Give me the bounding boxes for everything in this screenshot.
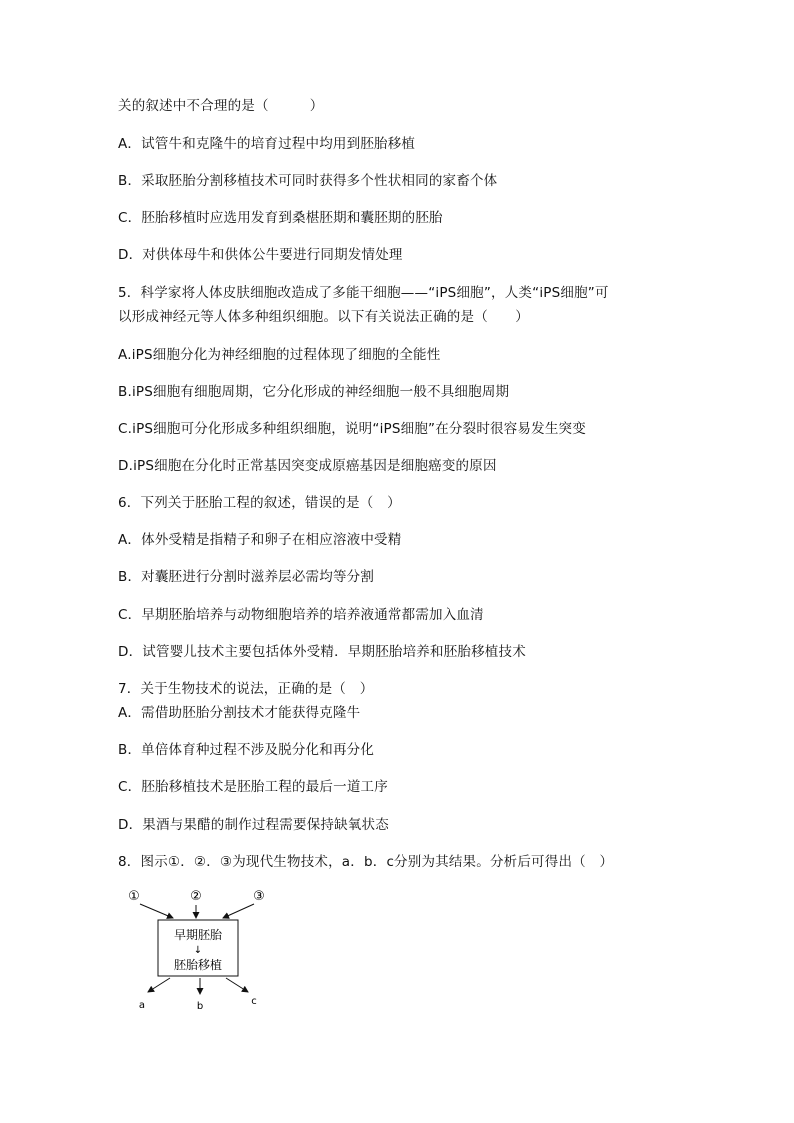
box-label-bottom: 胚胎移植 (173, 958, 223, 972)
output-label: a (138, 1000, 146, 1011)
text-line: B.iPS细胞有细胞周期，它分化形成的神经细胞一般不具细胞周期 (118, 384, 510, 400)
text-line: 以形成神经元等人体多种组织细胞。以下有关说法正确的是（ ） (118, 309, 529, 325)
text-line: 关的叙述中不合理的是（ ） (118, 98, 324, 114)
text-line: C．早期胚胎培养与动物细胞培养的培养液通常都需加入血清 (118, 607, 484, 623)
text-line: 6．下列关于胚胎工程的叙述，错误的是（ ） (118, 495, 401, 511)
text-line: B．采取胚胎分割移植技术可同时获得多个性状相同的家畜个体 (118, 173, 498, 189)
text-line: A．试管牛和克隆牛的培育过程中均用到胚胎移植 (118, 136, 416, 152)
text-line: B．单倍体育种过程不涉及脱分化和再分化 (118, 742, 375, 758)
text-line: C．胚胎移植时应选用发育到桑椹胚期和囊胚期的胚胎 (118, 210, 443, 226)
output-label: c (251, 996, 257, 1007)
text-line: A．需借助胚胎分割技术才能获得克隆牛 (118, 705, 361, 721)
text-line: C．胚胎移植技术是胚胎工程的最后一道工序 (118, 779, 388, 795)
text-line: B．对囊胚进行分割时滋养层必需均等分割 (118, 569, 375, 585)
input-arrow (223, 904, 254, 918)
text-line: D．对供体母牛和供体公牛要进行同期发情处理 (118, 247, 403, 263)
text-line: D．果酒与果醋的制作过程需要保持缺氧状态 (118, 817, 389, 833)
box-inner-arrow: ↓ (193, 945, 203, 956)
output-label: b (196, 1001, 204, 1012)
text-line: D．试管婴儿技术主要包括体外受精．早期胚胎培养和胚胎移植技术 (118, 644, 526, 660)
text-line: 7．关于生物技术的说法，正确的是（ ） (118, 681, 374, 697)
box-label-top: 早期胚胎 (173, 928, 223, 942)
input-label: ③ (253, 889, 265, 904)
text-line: D.iPS细胞在分化时正常基因突变成原癌基因是细胞癌变的原因 (118, 458, 497, 474)
text-line: 5．科学家将人体皮肤细胞改造成了多能干细胞——“iPS细胞”，人类“iPS细胞”可 (118, 285, 609, 301)
input-label: ① (128, 889, 140, 904)
input-label: ② (190, 889, 202, 904)
text-line: A．体外受精是指精子和卵子在相应溶液中受精 (118, 532, 402, 548)
output-arrow (148, 978, 170, 992)
text-line: 8．图示①．②．③为现代生物技术，a．b．c分别为其结果。分析后可得出（ ） (118, 854, 614, 870)
text-line: C.iPS细胞可分化形成多种组织细胞，说明“iPS细胞”在分裂时很容易发生突变 (118, 421, 586, 437)
text-line: A.iPS细胞分化为神经细胞的过程体现了细胞的全能性 (118, 347, 441, 363)
input-arrow (140, 904, 173, 918)
embryo-transfer-diagram (118, 882, 278, 1012)
output-arrow (226, 978, 248, 992)
